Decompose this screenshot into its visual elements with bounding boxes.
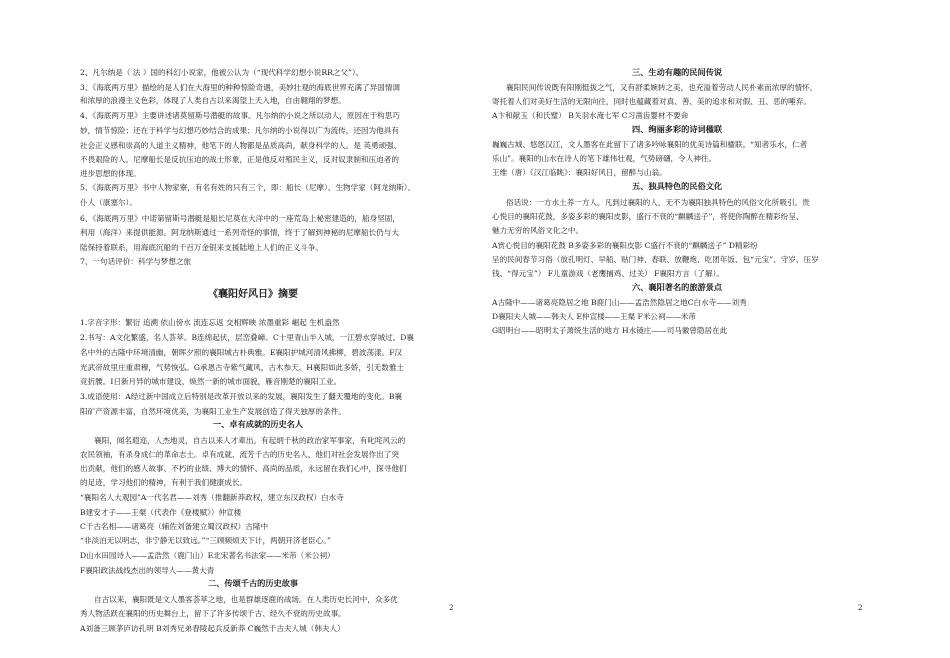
note-line: 4、《海底两万里》主要讲述诸莫留斯号潜艇的故事。凡尔纳的小说之所以动人，原因在于构思巧 xyxy=(80,111,400,120)
note-line: 5、《海底两万里》书中人物家寮，有名有姓的只有三个，即：船长（尼摩）、生物学家（阿龙纳斯）、 xyxy=(80,183,416,192)
section-heading: 二、传颂千古的历史故事 xyxy=(208,578,299,588)
summary-line: 名中外的古隆中环境清幽，朝晖夕照的襄阳城古朴典雅。E襄阳护城河清风拂柳，碧波荡漾。F汉 xyxy=(80,348,403,357)
section-text: 俗话说：一方水土养一方人。凡到过襄阳的人，无不为襄阳独具特色的风俗文化所吸引。贵 xyxy=(506,198,810,207)
section-text: 自古以来，襄阳既是文人墨客荟萃之地，也是群雄逐鹿的战场。在人类历史长河中，众多优 xyxy=(94,595,398,604)
section-text: 巍巍古城、悠悠汉江，文人墨客在此留下了诸多吟咏襄阳的优美诗篇和楹联。“知者乐水，仁者 xyxy=(492,140,808,149)
note-line: 3、《海底两万里》描绘的是人们在大海里的种种惊险奇遇，美妙壮观的海底世界充满了异国情调 xyxy=(80,83,400,92)
section-heading: 六、襄阳著名的旅游景点 xyxy=(632,282,723,292)
section-text: 王维（唐）《汉江临眺》：襄阳好风日，留醉与山翁。 xyxy=(492,168,667,177)
note-line: 不畏艰险的人。尼摩船长是反抗压迫的战士形象，正是他反对殖民主义，反对奴隶制和压迫者的 xyxy=(80,155,399,164)
section-text: 秀人物活跃在襄阳的历史舞台上，留下了许多传颂千古、经久不衰的历史故事。 xyxy=(80,609,346,618)
page-number-right: 2 xyxy=(858,604,863,612)
section-heading: 四、绚丽多彩的诗词楹联 xyxy=(632,124,723,134)
section-text: B建安才子——王粲（代表作《登楼赋》）仲宣楼 xyxy=(80,508,242,517)
section-text: 的足迹，学习他们的精神，有利于我们健康成长。 xyxy=(80,478,248,487)
note-line: 6、《海底两万里》中诺第留斯号潜艇是船长尼莫在大洋中的一座荒岛上秘密建造的，船身坚固， xyxy=(80,214,400,223)
note-line: 7、一句话评价：科学与梦想之旅 xyxy=(80,257,192,266)
section-text: 出贡献，他们的感人故事、不朽的业绩、博大的情怀、高尚的品质，永远留在我们心中，探寻他们 xyxy=(80,464,407,473)
section-text: “襄阳名人大观园”A一代名君——刘秀（推翻新莽政权，建立东汉政权）白水寺 xyxy=(80,493,344,502)
section-heading: 三、生动有趣的民间传说 xyxy=(632,67,723,77)
summary-line: 阳矿产资源丰富，自然环境优美，为襄阳工业生产发展创造了得天独厚的条件。 xyxy=(80,407,346,416)
note-line: 陆保持着联系，用海底沉船的千百万金银来支援陆地上人们的正义斗争。 xyxy=(80,243,323,252)
section-text: G昭明台——昭明太子萧统生活的地方 H水镜庄——司马徽曾隐居在此 xyxy=(492,326,728,335)
section-text: A刘备三顾茅庐访孔明 B刘秀兄弟舂陵起兵反新莽 C巍然千古夫人城（韩夫人） xyxy=(80,624,345,633)
page-number-left: 2 xyxy=(449,604,454,612)
section-text: 农民领袖，有杀身成仁的革命志士。卓有成就、流芳千古的历史名人，他们对社会发展作出了突 xyxy=(80,450,399,459)
section-heading: 一、卓有成就的历史名人 xyxy=(213,419,304,429)
section-text: F襄阳政法战线杰出的领导人——黄大青 xyxy=(80,566,215,575)
note-line: 仆人（康塞尔）。 xyxy=(80,198,137,207)
note-line: 2、凡尔纳是（ 法 ）国的科幻小说家，他被公认为（“现代科学幻想小说RR之父”）。 xyxy=(80,68,364,77)
section-text: 乐山”。襄阳的山水在诗人的笔下雄伟壮观，气势磅礴，令人神往。 xyxy=(492,154,717,163)
section-text: A古隆中——诸葛亮隐居之地 B鹿门山——孟浩然隐居之地C白水寺——刘秀 xyxy=(492,298,747,307)
section-text: A卞和献玉（和氏璧） B关羽水淹七军 C习凿齿婴材不要命 xyxy=(492,111,689,120)
section-text: “非淡泊无以明志，非宁静无以致远。”“三顾频烦天下计，两朝开济老臣心。” xyxy=(80,536,331,545)
note-line: 妙，情节惊险；还在于科学与幻想巧妙结合的成果；凡尔纳的小说得以广为流传，还因为他具有 xyxy=(80,126,399,135)
section-text: D襄阳夫人城——韩夫人 E仲宣楼——王粲 F米公祠——米芾 xyxy=(492,312,696,321)
section-text: 襄阳民间传说既有阳刚挺拔之气，又有舒柔婉转之美，也充溢着劳动人民朴素而浓厚的情怀， xyxy=(506,83,818,92)
section-heading: 五、独具特色的民俗文化 xyxy=(632,181,723,191)
summary-line: 2.书写：A文化繁盛，名人荟萃。B连绵起伏，层峦叠嶂。C十里青山半入城，一江碧水穿城过。D襄 xyxy=(80,333,414,342)
section-text: 心悦目的襄阳花鼓，多姿多彩的襄阳皮影，盛行不衰的“麒麟送子”，将使你陶醉在精彩纷呈、 xyxy=(492,212,804,221)
summary-line: 1.字音字形：繁衍 追溯 依山傍水 流连忘返 交相辉映 浓墨重彩 崛起 生机盎然 xyxy=(80,318,340,327)
section-text: 寄托着人们对美好生活的无限向往，同时也蕴藏着对真、善、美的追求和对假、丑、恶的唾弃。 xyxy=(492,97,811,106)
summary-line: 竞折腰。I日新月异的城市建设，焕然一新的城市面貌，雁音刚楚的襄阳工业。 xyxy=(80,377,342,386)
section-text: 魅力无穷的风俗文化之中。 xyxy=(492,226,584,235)
summary-title: 《襄阳好风日》摘要 xyxy=(208,289,298,300)
summary-line: 3.成语使用：A经过新中国成立后特别是改革开放以来的发展，襄阳发生了翻天覆地的变化。B襄 xyxy=(80,392,403,401)
section-text: A赏心悦目的襄阳花鼓 B多姿多彩的襄阳皮影 C盛行不衰的“麒麟送子” D精彩纷 xyxy=(492,241,758,250)
section-text: 呈的民间春节习俗（放孔明灯、早船、贴门神、春联、放鞭炮、吃团年饭、包“元宝”、守岁、压岁 xyxy=(492,255,819,264)
section-text: 襄阳，闻名遐迩，人杰地灵，自古以来人才辈出。有起炳千秋的政治家军事家，有叱咤风云的 xyxy=(94,436,406,445)
section-text: C千古名相——诸葛亮（辅佐刘备建立蜀汉政权）古隆中 xyxy=(80,522,269,531)
note-line: 利用（海洋）来提供能源。阿龙纳斯通过一系列奇怪的事情，终于了解到神秘的尼摩船长仍与大 xyxy=(80,228,399,237)
note-line: 进步思想的体现。 xyxy=(80,169,141,178)
section-text: D山水田园诗人——孟浩然（鹿门山）E北宋著名书法家——米芾（米公祠） xyxy=(80,551,335,560)
section-text: 钱、“得元宝”） F儿童游戏（老鹰捕鸡、过关） F襄阳方言（了解）。 xyxy=(492,269,724,278)
summary-line: 光武帝故里庄重肃穆，气势恢弘。G承恩古寺紫气藏风，古木参天。H襄阳如此多娇，引无数雅士 xyxy=(80,363,405,372)
note-line: 社会正义感和崇高的人道主义精神，他笔下的人物都是品质高尚，献身科学的人。是 英勇顽强、 xyxy=(80,141,402,150)
note-line: 和浓厚的浪漫主义色彩，体现了人类自古以来渴望上天入地，自由翱翔的梦想。 xyxy=(80,96,346,105)
